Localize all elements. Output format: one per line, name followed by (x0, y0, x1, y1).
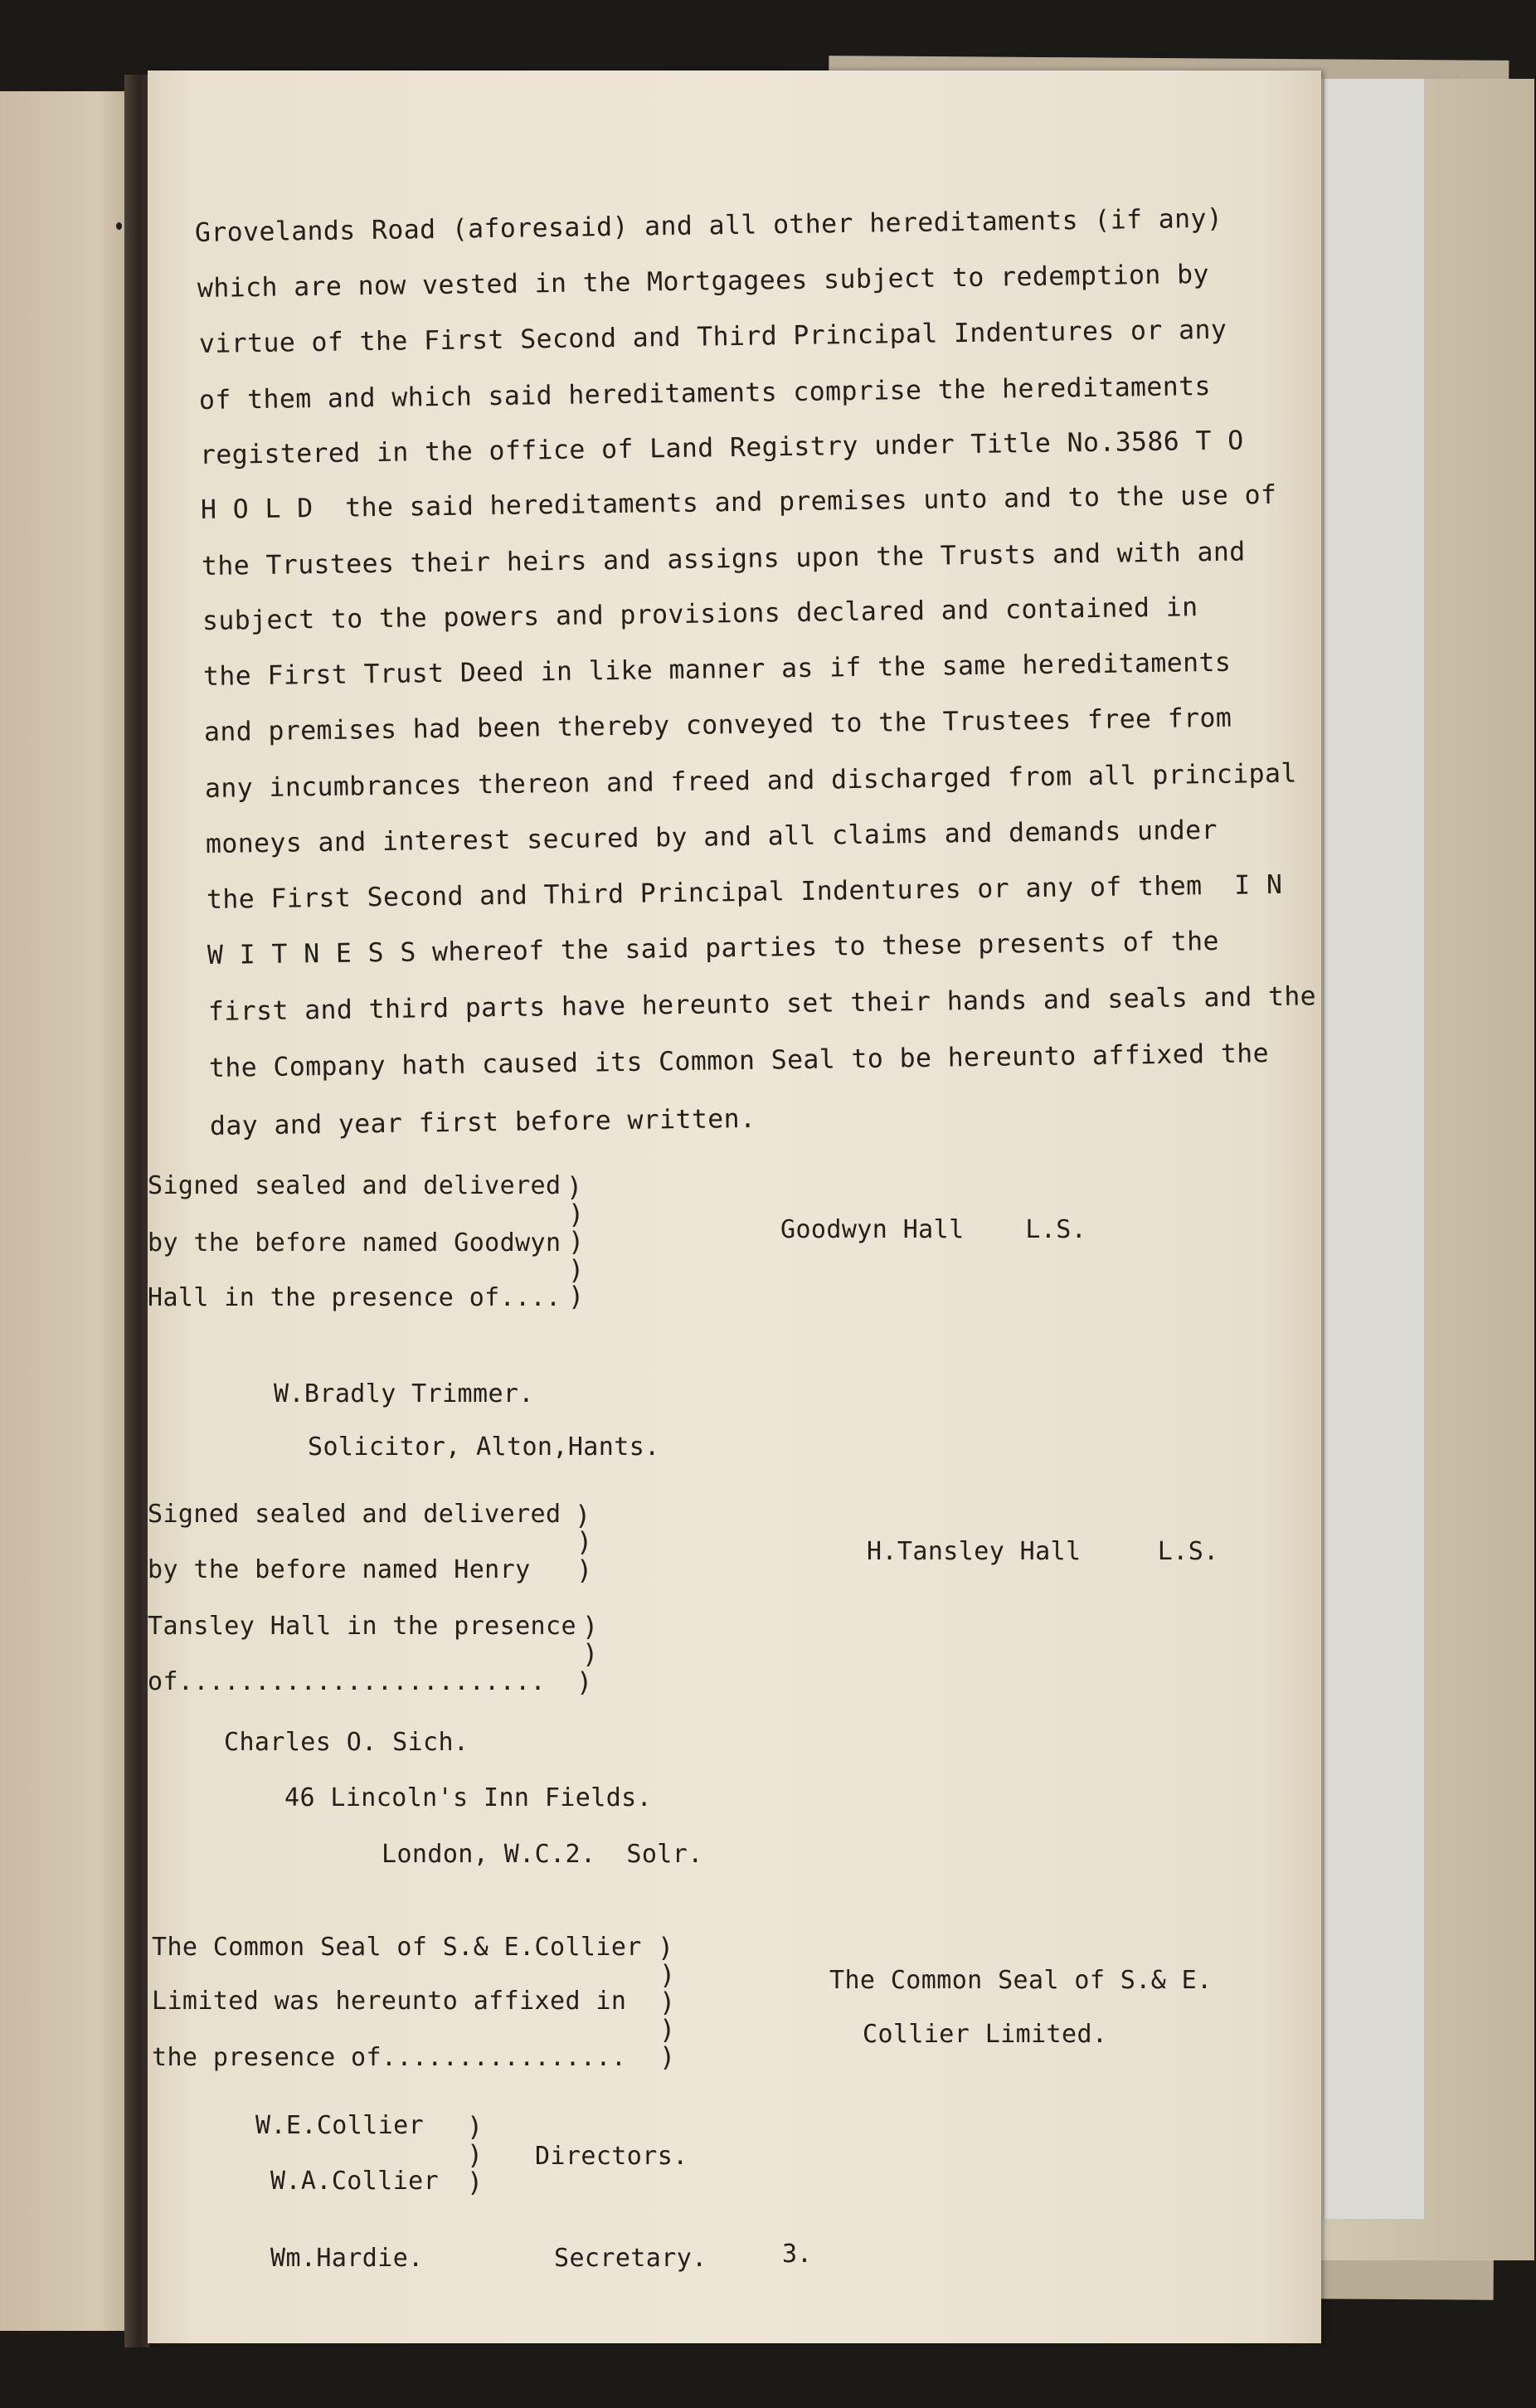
attestation-line: by the before named Goodwyn (148, 1228, 561, 1258)
brace: ) (576, 1554, 593, 1586)
attestation-line: of........................ (148, 1667, 546, 1696)
witness-address: Solicitor, Alton,Hants. (308, 1433, 660, 1462)
body-line: virtue of the First Second and Third Principal Indentures or any (198, 314, 1227, 359)
common-seal-label: The Common Seal of S.& E. (829, 1966, 1213, 1995)
director-name: W.E.Collier (255, 2111, 425, 2140)
brace: ) (566, 1171, 583, 1203)
brace: ) (659, 1987, 676, 2018)
underlying-sheet-edge (1323, 79, 1424, 2219)
body-line: which are now vested in the Mortgagees subject to redemption by (197, 259, 1210, 304)
brace: ) (576, 1666, 593, 1698)
body-line: Grovelands Road (aforesaid) and all other hereditaments (if any) (194, 203, 1223, 248)
brace: ) (568, 1254, 585, 1286)
brace: ) (568, 1226, 585, 1258)
brace: ) (659, 2041, 676, 2073)
secretary-label: Secretary. (554, 2244, 707, 2273)
body-line: the First Trust Deed in like manner as if the same hereditaments (202, 647, 1232, 692)
witness-address: 46 Lincoln's Inn Fields. (284, 1783, 653, 1812)
attestation-line: the presence of................ (152, 2043, 627, 2072)
page-number: 3. (782, 2240, 813, 2269)
body-line: any incumbrances thereon and freed and discharged from all principal (204, 758, 1297, 804)
body-line: W I T N E S S whereof the said parties to these presents of the (207, 926, 1220, 970)
body-line: subject to the powers and provisions declared and contained in (202, 592, 1198, 636)
body-line: the First Second and Third Principal Indentures or any of them I N (206, 869, 1283, 915)
binding-gutter (124, 75, 149, 2347)
brace: ) (582, 1611, 599, 1642)
body-line: the Company hath caused its Common Seal to be hereunto affixed the (208, 1039, 1270, 1083)
body-line: of them and which said hereditaments comprise the hereditaments (198, 371, 1212, 416)
witness-address: London, W.C.2. Solr. (382, 1840, 703, 1869)
brace: ) (576, 1526, 593, 1558)
attestation-line: Tansley Hall in the presence (148, 1612, 576, 1641)
document-page (148, 71, 1321, 2343)
binding-hole (116, 222, 122, 230)
director-name: W.A.Collier (270, 2167, 440, 2196)
signature-goodwyn-hall: Goodwyn Hall L.S. (780, 1215, 1087, 1244)
attestation-line: The Common Seal of S.& E.Collier (152, 1933, 642, 1962)
body-line: day and year first before written. (209, 1103, 756, 1141)
brace: ) (582, 1638, 599, 1670)
witness-name: Charles O. Sich. (224, 1728, 469, 1757)
attestation-line: Hall in the presence of.... (148, 1283, 561, 1312)
body-line: the Trustees their heirs and assigns upon the Trusts and with and (201, 537, 1246, 581)
body-line: first and third parts have hereunto set their hands and seals and the (207, 981, 1317, 1027)
brace: ) (575, 1500, 591, 1531)
facing-page (0, 91, 141, 2331)
body-line: registered in the office of Land Registry under Title No.3586 T O (199, 426, 1244, 470)
brace: ) (467, 2167, 484, 2198)
attestation-line: by the before named Henry (148, 1555, 531, 1584)
secretary-name: Wm.Hardie. (270, 2244, 424, 2273)
brace: ) (659, 1959, 676, 1991)
brace: ) (467, 2139, 484, 2171)
signature-h-tansley-hall: H.Tansley Hall L.S. (867, 1537, 1219, 1566)
body-line: moneys and interest secured by and all claims and demands under (205, 815, 1218, 859)
brace: ) (568, 1199, 585, 1230)
common-seal-label: Collier Limited. (863, 2020, 1108, 2049)
body-line: and premises had been thereby conveyed to the Trustees free from (203, 703, 1232, 747)
attestation-line: Limited was hereunto affixed in (152, 1987, 627, 2016)
attestation-line: Signed sealed and delivered (148, 1500, 561, 1529)
brace: ) (568, 1281, 585, 1312)
body-line: H O L D the said hereditaments and premises unto and to the use of (200, 479, 1277, 525)
witness-name: W.Bradly Trimmer. (274, 1379, 534, 1408)
brace: ) (658, 1932, 674, 1963)
attestation-line: Signed sealed and delivered (148, 1171, 561, 1200)
brace: ) (659, 2014, 676, 2046)
directors-label: Directors. (535, 2142, 688, 2171)
brace: ) (467, 2111, 484, 2143)
